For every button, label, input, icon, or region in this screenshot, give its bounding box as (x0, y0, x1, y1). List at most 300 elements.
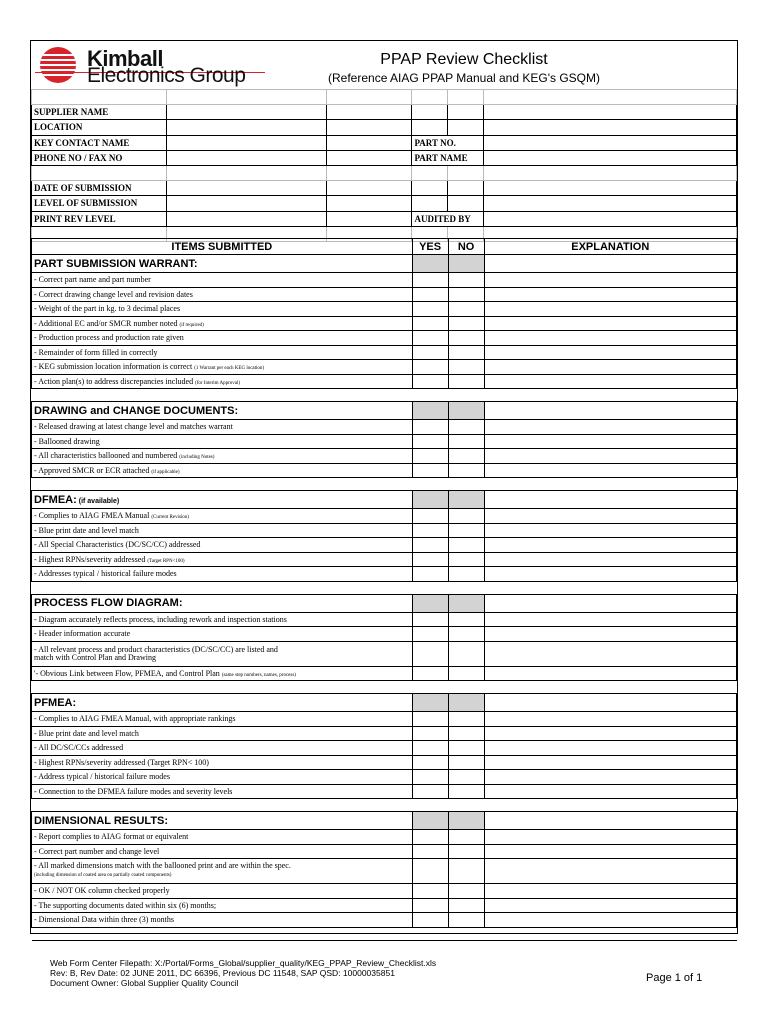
checklist-item-text: - Report complies to AIAG format or equivalent (34, 832, 189, 842)
checklist-item-text: - All characteristics ballooned and numbered (34, 451, 178, 461)
checklist-item-note: (Current Revision) (151, 515, 189, 521)
no-checkbox-cell[interactable] (448, 523, 484, 538)
yes-header-shade (412, 594, 448, 612)
explanation-field[interactable] (484, 463, 736, 478)
no-checkbox-cell[interactable] (448, 784, 484, 799)
no-checkbox-cell[interactable] (448, 287, 484, 302)
section-title-text: PFMEA: (34, 696, 77, 709)
checklist-row (32, 463, 737, 478)
checklist-item-text: - Correct part number and change level (34, 846, 160, 856)
spacer-cell (448, 927, 484, 940)
checklist-item-text: - Addresses typical / historical failure modes (34, 569, 177, 579)
explanation-field[interactable] (484, 770, 736, 785)
spacer-cell (484, 799, 736, 812)
checklist-item-text: - Production process and production rate given (34, 333, 184, 343)
no-checkbox-cell[interactable] (448, 449, 484, 464)
yes-checkbox-cell[interactable] (412, 770, 448, 785)
supplier-name-label: SUPPLIER NAME (32, 105, 167, 120)
footer-owner: Document Owner: Global Supplier Quality Council (50, 978, 239, 988)
checklist-item (32, 463, 413, 478)
no-checkbox-cell[interactable] (448, 741, 484, 756)
yes-checkbox-cell[interactable] (412, 374, 448, 389)
checklist-row (32, 830, 737, 845)
explanation-field[interactable] (484, 859, 736, 884)
items-checklist-table (31, 238, 737, 941)
yes-checkbox-cell[interactable] (412, 463, 448, 478)
checklist-row (32, 552, 737, 567)
checklist-row (32, 712, 737, 727)
explanation-header-cell (484, 402, 736, 420)
no-checkbox-cell[interactable] (448, 345, 484, 360)
checklist-row (32, 859, 737, 884)
no-checkbox-cell[interactable] (448, 898, 484, 913)
phone-fax-field[interactable] (166, 150, 326, 165)
checklist-item (32, 859, 413, 884)
spacer-row (32, 681, 737, 694)
no-checkbox-cell[interactable] (448, 712, 484, 727)
part-no-label: PART NO. (412, 135, 484, 150)
no-header-shade (448, 594, 484, 612)
yes-checkbox-cell[interactable] (412, 666, 448, 681)
document-footer (50, 958, 470, 988)
document-header (31, 41, 737, 89)
yes-header-shade (412, 402, 448, 420)
checklist-row (32, 666, 737, 681)
yes-checkbox-cell[interactable] (412, 741, 448, 756)
section-title-flow (32, 594, 413, 612)
explanation-field[interactable] (484, 538, 736, 553)
checklist-row (32, 726, 737, 741)
checklist-item-text: - Complies to AIAG FMEA Manual (34, 511, 150, 521)
section-title-text: DRAWING and CHANGE DOCUMENTS: (34, 404, 239, 417)
section-header-drawing (32, 402, 737, 420)
part-name-field[interactable] (484, 150, 737, 165)
explanation-field[interactable] (484, 509, 736, 524)
checklist-item-text: - Correct drawing change level and revision dates (34, 289, 193, 299)
spacer-cell (412, 389, 448, 402)
explanation-field[interactable] (484, 898, 736, 913)
explanation-field[interactable] (484, 420, 736, 435)
yes-checkbox-cell[interactable] (412, 830, 448, 845)
supplier-info-table (31, 89, 737, 242)
no-header-shade (448, 694, 484, 712)
spacer-cell (32, 799, 413, 812)
checklist-item (32, 830, 413, 845)
key-contact-label: KEY CONTACT NAME (32, 135, 167, 150)
checklist-row (32, 331, 737, 346)
explanation-field[interactable] (484, 666, 736, 681)
explanation-field[interactable] (484, 273, 736, 288)
explanation-field[interactable] (484, 830, 736, 845)
yes-checkbox-cell[interactable] (412, 331, 448, 346)
explanation-field[interactable] (484, 449, 736, 464)
page-title: PPAP Review Checklist (380, 51, 548, 68)
checklist-row (32, 523, 737, 538)
yes-checkbox-cell[interactable] (412, 538, 448, 553)
column-header-yes: YES (412, 239, 448, 255)
checklist-item-text: - Blue print date and level match (34, 525, 139, 535)
checklist-row (32, 741, 737, 756)
checklist-item-text: - Highest RPNs/severity addressed (Target RPN< 100) (34, 757, 209, 767)
checklist-item (32, 612, 413, 627)
page-number: Page 1 of 1 (646, 972, 703, 984)
checklist-row (32, 898, 737, 913)
checklist-row (32, 434, 737, 449)
checklist-item-note: (Target RPN<100) (147, 558, 185, 564)
checklist-row (32, 641, 737, 666)
section-title-text: PART SUBMISSION WARRANT: (34, 257, 198, 270)
footer-revision: Rev: B, Rev Date: 02 JUNE 2011, DC 66396, Previous DC 11548, SAP QSD: 10000035851 (50, 968, 395, 978)
yes-checkbox-cell[interactable] (412, 898, 448, 913)
yes-checkbox-cell[interactable] (412, 552, 448, 567)
yes-checkbox-cell[interactable] (412, 627, 448, 642)
section-title-warrant (32, 255, 413, 273)
no-checkbox-cell[interactable] (448, 509, 484, 524)
spacer-row (32, 581, 737, 594)
checklist-item-note: (if applicable) (151, 469, 180, 475)
spacer-cell (484, 927, 736, 940)
checklist-item (32, 420, 413, 435)
checklist-item-text: - OK / NOT OK column checked properly (34, 886, 170, 896)
explanation-field[interactable] (484, 726, 736, 741)
checklist-row (32, 360, 737, 375)
checklist-row (32, 316, 737, 331)
spacer-cell (412, 478, 448, 491)
section-title-pfmea (32, 694, 413, 712)
checklist-item (32, 712, 413, 727)
explanation-field[interactable] (484, 552, 736, 567)
yes-checkbox-cell[interactable] (412, 844, 448, 859)
section-header-dimensional (32, 812, 737, 830)
no-checkbox-cell[interactable] (448, 612, 484, 627)
checklist-item-line2: match with Control Plan and Drawing (34, 652, 156, 662)
column-header-items: ITEMS SUBMITTED (32, 239, 413, 255)
checklist-row (32, 884, 737, 899)
no-checkbox-cell[interactable] (448, 913, 484, 928)
spacer-cell (412, 927, 448, 940)
spacer-cell (448, 478, 484, 491)
yes-checkbox-cell[interactable] (412, 523, 448, 538)
checklist-row (32, 273, 737, 288)
yes-checkbox-cell[interactable] (412, 641, 448, 666)
checklist-item-text: - Remainder of form filled in correctly (34, 347, 158, 357)
yes-header-shade (412, 491, 448, 509)
checklist-item (32, 567, 413, 582)
checklist-item-text: - All DC/SC/CCs addressed (34, 743, 124, 753)
checklist-item-text: - Approved SMCR or ECR attached (34, 465, 150, 475)
no-checkbox-cell[interactable] (448, 463, 484, 478)
section-title-text: DIMENSIONAL RESULTS: (34, 814, 169, 827)
kimball-logo (35, 45, 265, 85)
explanation-field[interactable] (484, 316, 736, 331)
explanation-field[interactable] (484, 374, 736, 389)
no-checkbox-cell[interactable] (448, 859, 484, 884)
checklist-item-text: - Additional EC and/or SMCR number noted (34, 318, 178, 328)
section-title-note: (if available) (78, 497, 120, 505)
spacer-cell (412, 681, 448, 694)
level-submission-field[interactable] (166, 196, 326, 211)
checklist-item (32, 627, 413, 642)
yes-header-shade (412, 255, 448, 273)
yes-checkbox-cell[interactable] (412, 345, 448, 360)
checklist-item (32, 913, 413, 928)
checklist-item-note: (including Notes) (179, 455, 215, 461)
checklist-item-text: - All marked dimensions match with the ballooned print and are within the spec. (34, 861, 291, 870)
explanation-header-cell (484, 491, 736, 509)
explanation-field[interactable] (484, 844, 736, 859)
spacer-row (32, 927, 737, 940)
logo-mark-icon (40, 47, 76, 83)
checklist-item (32, 641, 413, 666)
checklist-item (32, 331, 413, 346)
part-no-field[interactable] (484, 135, 737, 150)
spacer-cell (484, 478, 736, 491)
checklist-item-text: - All relevant process and product characteristics (DC/SC/CC) are listed and (34, 644, 278, 654)
explanation-field[interactable] (484, 755, 736, 770)
part-name-label: PART NAME (412, 150, 484, 165)
spacer-cell (32, 478, 413, 491)
yes-header-shade (412, 694, 448, 712)
explanation-field[interactable] (484, 434, 736, 449)
yes-checkbox-cell[interactable] (412, 612, 448, 627)
checklist-item-note: (1 Warrant per each KEG location) (194, 366, 265, 372)
checklist-item (32, 884, 413, 899)
checklist-item-text: - Correct part name and part number (34, 275, 151, 285)
spacer-row (32, 478, 737, 491)
checklist-row (32, 784, 737, 799)
section-title-drawing (32, 402, 413, 420)
no-header-shade (448, 491, 484, 509)
checklist-row (32, 287, 737, 302)
checklist-item (32, 755, 413, 770)
spacer-cell (32, 581, 413, 594)
explanation-header-cell (484, 255, 736, 273)
checklist-sheet (30, 40, 738, 934)
checklist-item (32, 449, 413, 464)
no-checkbox-cell[interactable] (448, 374, 484, 389)
section-header-warrant (32, 255, 737, 273)
section-title-text: DFMEA: (34, 493, 77, 506)
column-header-explanation: EXPLANATION (484, 239, 736, 255)
spacer-cell (32, 927, 413, 940)
checklist-item (32, 273, 413, 288)
explanation-field[interactable] (484, 360, 736, 375)
checklist-row (32, 509, 737, 524)
yes-checkbox-cell[interactable] (412, 420, 448, 435)
no-checkbox-cell[interactable] (448, 641, 484, 666)
print-rev-field[interactable] (166, 211, 326, 226)
column-header-no: NO (448, 239, 484, 255)
checklist-row (32, 913, 737, 928)
yes-checkbox-cell[interactable] (412, 884, 448, 899)
yes-checkbox-cell[interactable] (412, 316, 448, 331)
explanation-field[interactable] (484, 567, 736, 582)
checklist-item-text: - Released drawing at latest change level and matches warrant (34, 422, 233, 432)
yes-checkbox-cell[interactable] (412, 726, 448, 741)
explanation-field[interactable] (484, 913, 736, 928)
no-checkbox-cell[interactable] (448, 302, 484, 317)
explanation-field[interactable] (484, 741, 736, 756)
no-checkbox-cell[interactable] (448, 627, 484, 642)
yes-checkbox-cell[interactable] (412, 567, 448, 582)
no-checkbox-cell[interactable] (448, 844, 484, 859)
page-subtitle: (Reference AIAG PPAP Manual and KEG's GSQM) (328, 71, 600, 85)
spacer-cell (32, 681, 413, 694)
no-checkbox-cell[interactable] (448, 770, 484, 785)
checklist-item (32, 552, 413, 567)
no-checkbox-cell[interactable] (448, 567, 484, 582)
checklist-item (32, 844, 413, 859)
spacer-cell (448, 681, 484, 694)
checklist-item-note: (if required) (179, 322, 204, 328)
no-header-shade (448, 402, 484, 420)
explanation-field[interactable] (484, 627, 736, 642)
location-label: LOCATION (32, 120, 167, 135)
spacer-cell (412, 581, 448, 594)
explanation-field[interactable] (484, 331, 736, 346)
spacer-row (32, 799, 737, 812)
no-checkbox-cell[interactable] (448, 538, 484, 553)
no-checkbox-cell[interactable] (448, 360, 484, 375)
key-contact-field[interactable] (166, 135, 326, 150)
checklist-item (32, 898, 413, 913)
audited-by-field[interactable] (484, 211, 737, 226)
no-checkbox-cell[interactable] (448, 755, 484, 770)
spacer-cell (448, 389, 484, 402)
explanation-field[interactable] (484, 345, 736, 360)
checklist-item-text: - Action plan(s) to address discrepancies included (34, 376, 194, 386)
checklist-row (32, 302, 737, 317)
no-header-shade (448, 255, 484, 273)
explanation-field[interactable] (484, 302, 736, 317)
checklist-item-note: (same step numbers, names, process) (221, 672, 296, 678)
spacer-cell (32, 389, 413, 402)
no-checkbox-cell[interactable] (448, 726, 484, 741)
explanation-field[interactable] (484, 612, 736, 627)
date-submission-label: DATE OF SUBMISSION (32, 181, 167, 196)
checklist-item (32, 509, 413, 524)
no-checkbox-cell[interactable] (448, 666, 484, 681)
section-title-dimensional (32, 812, 413, 830)
explanation-header-cell (484, 812, 736, 830)
yes-checkbox-cell[interactable] (412, 509, 448, 524)
explanation-field[interactable] (484, 523, 736, 538)
checklist-row (32, 420, 737, 435)
checklist-item (32, 374, 413, 389)
section-title-text: PROCESS FLOW DIAGRAM: (34, 597, 183, 609)
explanation-field[interactable] (484, 287, 736, 302)
checklist-item-text: - Address typical / historical failure modes (34, 772, 170, 782)
checklist-item (32, 770, 413, 785)
yes-header-shade (412, 812, 448, 830)
info-row (32, 181, 737, 196)
checklist-row (32, 755, 737, 770)
checklist-item-text: '- Obvious Link between Flow, PFMEA, and Control Plan (34, 668, 220, 678)
no-checkbox-cell[interactable] (448, 331, 484, 346)
yes-checkbox-cell[interactable] (412, 859, 448, 884)
date-submission-field[interactable] (166, 181, 326, 196)
checklist-item (32, 434, 413, 449)
yes-checkbox-cell[interactable] (412, 360, 448, 375)
no-checkbox-cell[interactable] (448, 884, 484, 899)
no-checkbox-cell[interactable] (448, 420, 484, 435)
checklist-row (32, 567, 737, 582)
no-checkbox-cell[interactable] (448, 273, 484, 288)
checklist-item (32, 726, 413, 741)
checklist-item-text: - Diagram accurately reflects process, including rework and inspection stations (34, 614, 287, 624)
explanation-field[interactable] (484, 641, 736, 666)
checklist-item (32, 360, 413, 375)
yes-checkbox-cell[interactable] (412, 273, 448, 288)
checklist-row (32, 770, 737, 785)
spacer-row (32, 389, 737, 402)
checklist-item-text: - Weight of the part in kg. to 3 decimal places (34, 304, 181, 314)
yes-checkbox-cell[interactable] (412, 302, 448, 317)
audited-by-label: AUDITED BY (412, 211, 484, 226)
logo-text-electronics-group: Electronics Group (87, 64, 246, 87)
spacer-cell (412, 799, 448, 812)
yes-checkbox-cell[interactable] (412, 287, 448, 302)
no-checkbox-cell[interactable] (448, 830, 484, 845)
no-checkbox-cell[interactable] (448, 434, 484, 449)
checklist-item-text: - Complies to AIAG FMEA Manual, with appropriate rankings (34, 714, 236, 724)
location-field[interactable] (166, 120, 326, 135)
explanation-field[interactable] (484, 712, 736, 727)
checklist-item-text: - Connection to the DFMEA failure modes and severity levels (34, 786, 233, 796)
info-row (32, 165, 737, 180)
logo-text-kimball: Kimball (87, 46, 163, 71)
checklist-item-note: (for Interim Approval) (195, 380, 241, 386)
explanation-field[interactable] (484, 784, 736, 799)
checklist-item (32, 316, 413, 331)
info-row (32, 105, 737, 120)
section-title-dfmea (32, 491, 413, 509)
checklist-item (32, 287, 413, 302)
yes-checkbox-cell[interactable] (412, 434, 448, 449)
info-row (32, 120, 737, 135)
info-row (32, 150, 737, 165)
print-rev-label: PRINT REV LEVEL (32, 211, 167, 226)
spacer-cell (484, 681, 736, 694)
no-checkbox-cell[interactable] (448, 316, 484, 331)
spacer-cell (448, 581, 484, 594)
checklist-item-text: - Header information accurate (34, 629, 131, 639)
checklist-item-text: - Ballooned drawing (34, 436, 100, 446)
supplier-name-field[interactable] (166, 105, 326, 120)
yes-checkbox-cell[interactable] (412, 913, 448, 928)
checklist-item (32, 784, 413, 799)
section-header-pfmea (32, 694, 737, 712)
info-row (32, 135, 737, 150)
yes-checkbox-cell[interactable] (412, 755, 448, 770)
checklist-row (32, 374, 737, 389)
checklist-item-text: - The supporting documents dated within six (6) months; (34, 900, 217, 910)
checklist-item-text: - All Special Characteristics (DC/SC/CC) addressed (34, 540, 201, 550)
no-checkbox-cell[interactable] (448, 552, 484, 567)
yes-checkbox-cell[interactable] (412, 449, 448, 464)
explanation-header-cell (484, 594, 736, 612)
yes-checkbox-cell[interactable] (412, 784, 448, 799)
checklist-item-text: - Dimensional Data within three (3) months (34, 915, 174, 925)
checklist-row (32, 844, 737, 859)
footer-filepath: Web Form Center Filepath: X:/Portal/Forms_Global/supplier_quality/KEG_PPAP_Review_Checklist.xls (50, 958, 437, 968)
yes-checkbox-cell[interactable] (412, 712, 448, 727)
spacer-cell (484, 581, 736, 594)
section-header-dfmea (32, 491, 737, 509)
explanation-field[interactable] (484, 884, 736, 899)
checklist-row (32, 345, 737, 360)
column-header-row (32, 239, 737, 255)
